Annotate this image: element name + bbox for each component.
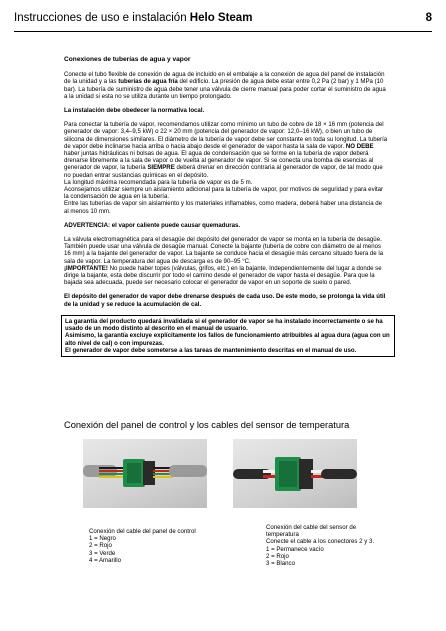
temperature-sensor-cable-illustration	[233, 439, 357, 508]
warranty-line: La garantía del producto quedará invalidada si el generador de vapor se ha instalado incorrectamente o se ha usado de un modo distinto al descrito en el manual de usuario.	[65, 317, 383, 333]
photo-temperature-sensor-cable	[233, 439, 357, 508]
caption-control-panel	[89, 528, 196, 564]
paragraph-tank-drain: El depósito del generador de vapor debe drenarse después de cada uso. De este modo, se prolonga la vida útil de la unidad y se reduce la acumulación de cal.	[64, 293, 386, 308]
caption-line: 3 = Blanco	[266, 560, 295, 568]
text: Para conectar la tubería de vapor, recomendamos utilizar como mínimo un tubo de cobre de 18 × 16 mm (potencia del generador de vapor: 3,4–9,5 kW) o 22 × 20 mm (potencia del generador de vapor: 12,0–16 kW), o bien un tubo de silicona de dimensiones similares. El diámetro de la tubería de vapor debe ser constante en toda su longitud. La tubería de vapor debe inclinarse hacia arriba o hacia abajo desde el generador de vapor hasta la sala de vapor.	[64, 121, 388, 150]
photo-control-panel-cable	[83, 439, 207, 508]
title-product: Helo Steam	[189, 12, 253, 24]
text: Aconsejamos utilizar siempre un aislamiento adicional para la tubería de vapor, por motivos de seguridad y para evitar la condensación de agua en la tubería.	[64, 186, 384, 201]
caption-line: 2 = Rojo	[89, 542, 112, 550]
warranty-line: El generador de vapor debe someterse a las tareas de mantenimiento descritas en el manual de uso.	[65, 346, 357, 354]
caption-line: temperatura	[266, 531, 299, 539]
text-bold: ¡IMPORTANTE!	[64, 264, 108, 272]
control-panel-cable-illustration	[83, 439, 207, 508]
section-heading: Conexiones de tuberías de agua y vapor	[64, 56, 191, 63]
paragraph-water-connection	[64, 71, 388, 100]
text-bold: NO DEBE	[345, 142, 374, 150]
header-rule	[14, 31, 432, 32]
warranty-box	[61, 315, 395, 357]
text-bold: tuberías de agua fría	[118, 78, 178, 86]
section-water-steam	[64, 56, 388, 357]
title-prefix: Instrucciones de uso e instalación	[14, 12, 190, 24]
paragraph-local-regulations: La instalación debe obedecer la normativa local.	[64, 107, 205, 115]
caption-line: Conecte el cable a los conectores 2 y 3.	[266, 538, 375, 546]
caption-line: 2 = Rojo	[266, 552, 289, 560]
text: La longitud máxima recomendada para la tubería de vapor es de 5 m.	[64, 178, 253, 186]
text: haber juntas hidráulicas ni bolsas de agua. El agua de condensación que se forme en la tubería de vapor deberá drenarse libremente a la sala de vapor o de vuelta al generador de vapor. Si se conecta una bomba de esencias al generador de vapor, la tubería	[64, 150, 374, 172]
caption-temperature-sensor	[266, 524, 374, 567]
page-header	[14, 12, 432, 32]
text: Entre las tuberías de vapor sin aislamiento y los materiales inflamables, como madera, deberá haber una distancia de al menos 10 mm.	[64, 200, 383, 215]
text: deberá drenar en dirección contraria al generador de vapor, de tal modo que no puedan entrar sustancias químicas en el depósito.	[64, 164, 383, 179]
paragraph-drain	[64, 236, 388, 286]
section-heading-cables: Conexión del panel de control y los cables del sensor de temperatura	[64, 420, 350, 430]
caption-line: 1 = Negro	[89, 535, 116, 543]
caption-line: 3 = Verde	[89, 549, 116, 557]
text: del edificio. La presión de agua debe estar entre 0,2 Pa (2 bar) y 1 MPa (10 bar). La tubería de suministro de agua debe tener una válvula de cierre manual para poder cortar el suministro de agua a la unidad si esta no se utiliza durante un tiempo prolongado.	[64, 78, 386, 100]
caption-line: Conexión del cable del sensor de	[266, 524, 357, 531]
page-number: 8	[425, 12, 432, 24]
text-bold: SIEMPRE	[147, 164, 175, 172]
caption-line: 4 = Amarillo	[89, 556, 122, 564]
text: Conecte el tubo flexible de conexión de agua de incluido en el embalaje a la conexión de agua del panel de instalación de la unidad y a las	[64, 71, 385, 86]
paragraph-steam-pipe	[64, 121, 388, 215]
text: No puede haber topes (válvulas, grifos, etc.) en la bajante. Independientemente del lugar a donde se dirige la bajante, esta debe discurrir por todo el camino desde el generador de vapor hasta el desagüe. Para que la bajada sea adecuada, puede ser necesario colocar el generador de vapor en un soporte de suelo o pared.	[64, 264, 382, 287]
text: La válvula electromagnética para el desagüe del depósito del generador de vapor se monta en la tubería de desagüe. También puede usar una válvula de desagüe manual. Conecte la bajante (tubería de cobre con diámetro de al menos 16 mm) a la bajante del generador de vapor. La bajante se conduce hacia el desagüe más cercano situado fuera de la sala de vapor. La temperatura del agua de descarga es de 90–95 °C.	[64, 236, 384, 265]
warranty-line: Asimismo, la garantía excluye explícitamente los fallos de funcionamiento atribuibles al agua dura (agua con un alto nivel de cal) o con impurezas.	[65, 332, 390, 347]
caption-line: Conexión del cable del panel de control	[89, 528, 196, 535]
warning-text: ADVERTENCIA: el vapor caliente puede causar quemaduras.	[64, 221, 241, 229]
caption-line: 1 = Permanece vacío	[266, 545, 324, 553]
document-title	[14, 12, 252, 24]
